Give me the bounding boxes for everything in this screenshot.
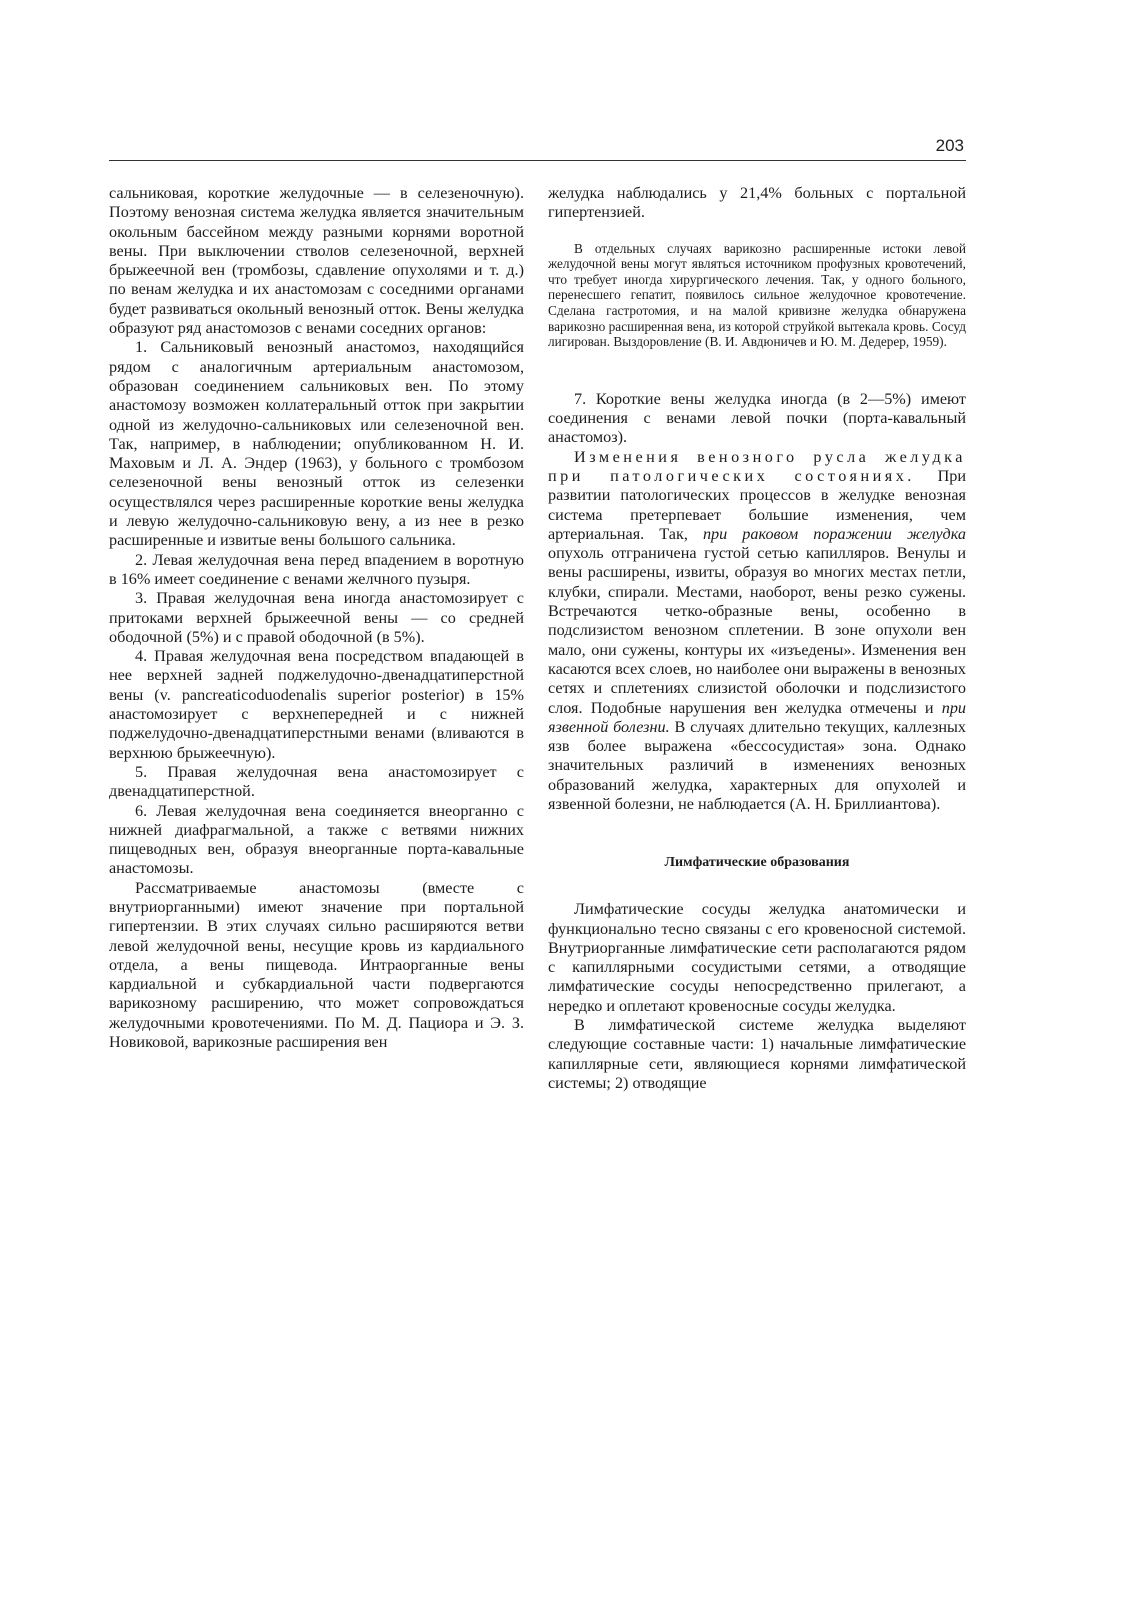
pathology-subheading: Изменения венозного русла желудка при патологических состояниях. (548, 447, 966, 485)
pathology-text-b: опухоль отграничена густой сетью капилляров. Венулы и вены расширены, извиты, образуя во многих местах петли, клубки, спирали. Местами, наоборот, вены резко сужены. Встречаются четко-образные вены, особенно в подслизистом венозном сплетении. В зоне опухоли вен мало, они сужены, контуры их «изъедены». Изменения вен касаются всех слоев, но наиболее они выражены в венозных сетях и сплетениях слизистой оболочки и подслизистого слоя. Подобные нарушения вен желудка отмечены и (548, 544, 966, 717)
anastomosis-item-3: 3. Правая желудочная вена иногда анастомозирует с притоками верхней брыжеечной вены — со средней ободочной (5%) и с правой ободочной (в 5%). (109, 589, 524, 646)
anastomosis-item-4: 4. Правая желудочная вена посредством впадающей в нее верхней задней поджелудочно-двенадцатиперстной вены (v. pancreaticoduodenalis superior posterior) в 15% анастомозирует с верхнепередней и с нижней поджелудочно-двенадцатиперстными венами (вливаются в верхнюю брыжеечную). (109, 647, 524, 762)
pathology-text-a: При развитии патологических процессов в желудке венозная система претерпевает большие изменения, чем артериальная. Так, (548, 466, 967, 543)
clinical-note: В отдельных случаях варикозно расширенные истоки левой желудочной вены могут являться источником профузных кровотечений, что требует иногда хирургического лечения. Так, у одного больного, перенесшего гепатит, появилось сильное желудочное кровотечение. Сделана гастротомия, и на малой кривизне желудка обнаружена варикозно расширенная вена, из которой струйкой вытекала кровь. Сосуд лигирован. Выздоровление (В. И. Авдюничев и Ю. М. Дедерер, 1959). (548, 240, 966, 350)
anastomosis-item-1: 1. Сальниковый венозный анастомоз, находящийся рядом с аналогичным артериальным анастомозом, образован соединением сальниковых вен. По этому анастомозу возможен коллатеральный отток при закрытии одной из желудочно-сальниковых или селезеночной вен. Так, например, в наблюдении; опубликованном Н. И. Маховым и Л. А. Эндер (1963), у больного с тромбозом селезеночной вены венозный отток из селезенки осуществлялся через расширенные короткие вены желудка и левую желудочно-сальниковую вену, а из нее в резко расширенные и извитые вены большого сальника. (109, 338, 524, 550)
pathology-emphasis-ulcer: при язвенной болезни. (548, 698, 967, 736)
pathology-paragraph (548, 448, 966, 815)
anastomosis-item-7: 7. Короткие вены желудка иногда (в 2—5%) имеют соединения с венами левой почки (порта-кавальный анастомоз). (548, 389, 966, 447)
page-number: 203 (935, 136, 964, 155)
right-column (548, 184, 966, 1093)
left-paragraph-portal-hypertension: Рассматриваемые анастомозы (вместе с внутриорганными) имеют значение при портальной гипертензии. В этих случаях сильно расширяются ветви левой желудочной вены, несущие кровь из кардиального отдела, а вены пищевода. Интраорганные вены кардиальной и субкардиальной части подвергаются варикозному расширению, что может сопровождаться желудочными кровотечениями. По М. Д. Пациора и Э. З. Новиковой, варикозные расширения вен (109, 878, 524, 1052)
header-rule (109, 160, 966, 161)
left-paragraph-1: сальниковая, короткие желудочные — в селезеночную). Поэтому венозная система желудка является значительным окольным бассейном между разными корнями воротной вены. При выключении стволов селезеночной, верхней брыжеечной вен (тромбозы, сдавление опухолями и т. д.) по венам желудка и их анастомозам с соседними органами будет развиваться окольный венозный отток. Вены желудка образуют ряд анастомозов с венами соседних органов: (109, 184, 524, 338)
lymphatic-paragraph-2: В лимфатической системе желудка выделяют следующие составные части: 1) начальные лимфатические капиллярные сети, являющиеся корнями лимфатической системы; 2) отводящие (548, 1016, 966, 1092)
anastomosis-item-2: 2. Левая желудочная вена перед впадением в воротную в 16% имеет соединение с венами желчного пузыря. (109, 550, 524, 588)
right-paragraph-1: желудка наблюдались у 21,4% больных с портальной гипертензией. (548, 184, 966, 222)
left-column (109, 184, 524, 1052)
lymphatic-paragraph-1: Лимфатические сосуды желудка анатомически и функционально тесно связаны с его кровеносной системой. Внутриорганные лимфатические сети располагаются рядом с капиллярными сосудистыми сетями, а отводящие лимфатические сосуды непосредственно прилегают, а нередко и оплетают кровеносные сосуды желудка. (548, 900, 966, 1015)
section-heading-lymphatic: Лимфатические образования (664, 855, 850, 871)
anastomosis-item-6: 6. Левая желудочная вена соединяется внеорганно с нижней диафрагмальной, а также с ветвями нижних пищеводных вен, образуя внеорганные порта-кавальные анастомозы. (109, 801, 524, 878)
anastomosis-item-5: 5. Правая желудочная вена анастомозирует с двенадцатиперстной. (109, 762, 524, 801)
pathology-text-c: В случаях длительно текущих, каллезных язв более выражена «бессосудистая» зона. Однако значительных различий в изменениях венозных образований желудка, характерных для опухолей и язвенной болезни, не наблюдается (А. Н. Бриллиантова). (548, 717, 966, 813)
pathology-emphasis-cancer: при раковом поражении желудка (702, 524, 966, 543)
